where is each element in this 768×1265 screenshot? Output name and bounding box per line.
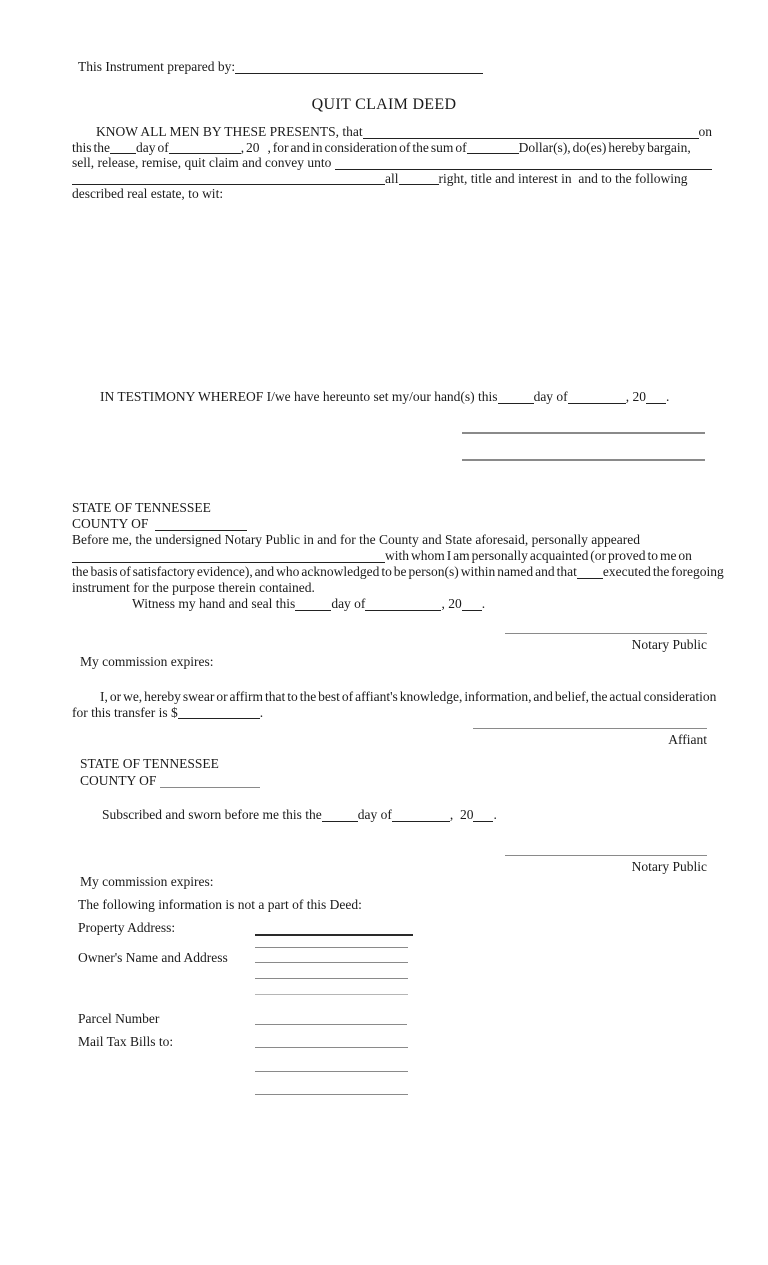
- form-line: [72, 564, 724, 580]
- text-run: day of: [357, 807, 392, 822]
- form-line: [72, 140, 712, 156]
- text-run: right, title and interest in and to the following: [438, 170, 688, 186]
- text-run: executed the foregoing: [602, 564, 724, 579]
- form-line: [72, 807, 712, 823]
- form-line: [72, 124, 712, 140]
- mail-tax-line-2[interactable]: [255, 1071, 408, 1072]
- text-run: .: [481, 596, 486, 611]
- form-line: [72, 548, 712, 564]
- form-line: [72, 389, 712, 405]
- form-line: [72, 580, 712, 596]
- owner-address-line-1[interactable]: [255, 947, 408, 948]
- blank-fill-line[interactable]: [577, 577, 603, 579]
- text-run: Witness my hand and seal this: [132, 596, 296, 611]
- form-line: [72, 705, 712, 721]
- text-run: .: [493, 807, 497, 822]
- document-title: QUIT CLAIM DEED: [311, 96, 457, 113]
- text-run: .: [665, 389, 670, 404]
- text-run: I, or we, hereby swear or affirm that to the best of affiant's knowledge, information, and belief, the actual consideration: [100, 689, 717, 704]
- blank-fill-line[interactable]: [498, 402, 534, 404]
- text-run: Before me, the undersigned Notary Public in and for the County and State aforesaid, personally appeared: [72, 532, 640, 547]
- text-run: all: [385, 170, 399, 186]
- text-run: COUNTY OF: [72, 516, 156, 531]
- blank-fill-line[interactable]: [72, 183, 385, 185]
- form-line: [72, 186, 712, 202]
- text-run: , 20: [449, 807, 474, 822]
- notary-signature-line-2[interactable]: [505, 855, 707, 856]
- blank-fill-line[interactable]: [646, 402, 666, 404]
- blank-fill-line[interactable]: [462, 609, 482, 611]
- text-run: sell, release, remise, quit claim and convey unto: [72, 155, 335, 170]
- form-line: [80, 772, 480, 789]
- text-run: described real estate, to wit:: [72, 186, 224, 201]
- blank-fill-line[interactable]: [169, 152, 241, 154]
- text-run: KNOW ALL MEN BY THESE PRESENTS, that: [96, 124, 363, 139]
- opening-paragraph: [72, 124, 712, 202]
- text-run: on: [698, 124, 712, 139]
- owner-address-line-4[interactable]: [255, 994, 408, 995]
- text-run: the basis of satisfactory evidence), and who acknowledged to be person(s) within named and that: [72, 564, 577, 579]
- notary-acknowledgment-block: [72, 500, 724, 612]
- text-run: day of: [135, 139, 169, 155]
- affiant-signature-line[interactable]: [473, 728, 707, 729]
- blank-fill-line[interactable]: [322, 820, 358, 822]
- blank-fill-line[interactable]: [72, 561, 385, 563]
- commission-expires-label-1: My commission expires:: [80, 654, 214, 669]
- blank-fill-line[interactable]: [160, 786, 260, 788]
- prepared-by-label: This Instrument prepared by:: [78, 59, 236, 74]
- owner-name-address-label: Owner's Name and Address: [78, 950, 228, 965]
- parcel-number-label: Parcel Number: [78, 1011, 160, 1026]
- text-run: day of: [331, 596, 366, 611]
- notary-signature-line-1[interactable]: [505, 633, 707, 634]
- notary-public-label-1: Notary Public: [631, 637, 707, 652]
- grantor-signature-line-2[interactable]: [462, 459, 705, 461]
- mail-tax-bills-label: Mail Tax Bills to:: [78, 1034, 174, 1049]
- owner-address-line-3[interactable]: [255, 978, 408, 979]
- text-run: this the: [72, 139, 110, 155]
- affiant-oath-paragraph: [72, 689, 717, 720]
- affiant-label: Affiant: [668, 732, 707, 747]
- owner-address-line-2[interactable]: [255, 962, 408, 963]
- form-line: [72, 689, 717, 705]
- text-run: day of: [533, 389, 568, 404]
- form-line: [72, 596, 712, 612]
- property-address-line[interactable]: [255, 934, 413, 936]
- text-run: with whom I am personally acquainted (or proved to me on: [385, 548, 692, 563]
- blank-fill-line[interactable]: [399, 183, 439, 185]
- text-run: COUNTY OF: [80, 773, 160, 788]
- form-line: [72, 516, 712, 532]
- blank-fill-line[interactable]: [110, 152, 136, 154]
- blank-fill-line[interactable]: [568, 402, 626, 404]
- form-line: [72, 155, 712, 171]
- mail-tax-line-3[interactable]: [255, 1094, 408, 1095]
- property-address-label: Property Address:: [78, 920, 176, 935]
- text-run: IN TESTIMONY WHEREOF I/we have hereunto set my/our hand(s) this: [100, 389, 498, 404]
- parcel-number-line[interactable]: [255, 1024, 407, 1025]
- blank-fill-line[interactable]: [155, 529, 247, 531]
- form-line: [80, 755, 480, 772]
- mail-tax-line-1[interactable]: [255, 1047, 408, 1048]
- blank-fill-line[interactable]: [295, 609, 331, 611]
- text-run: instrument for the purpose therein contained.: [72, 580, 315, 595]
- text-run: Subscribed and sworn before me this the: [102, 807, 322, 822]
- blank-fill-line[interactable]: [178, 717, 260, 719]
- commission-expires-label-2: My commission expires:: [80, 874, 214, 889]
- text-run: for this transfer is $: [72, 704, 178, 720]
- form-line: [72, 171, 712, 187]
- blank-fill-line[interactable]: [365, 609, 441, 611]
- blank-fill-line[interactable]: [363, 137, 699, 139]
- grantor-signature-line-1[interactable]: [462, 432, 705, 434]
- form-line: [72, 500, 712, 516]
- blank-fill-line[interactable]: [335, 168, 712, 170]
- testimony-paragraph: [72, 389, 712, 405]
- text-run: STATE OF TENNESSEE: [72, 500, 211, 515]
- text-run: , 20: [625, 389, 646, 404]
- subscribed-sworn-paragraph: [72, 807, 712, 823]
- prepared-by-blank[interactable]: [235, 72, 483, 74]
- prepared-by-row: [78, 59, 478, 75]
- text-run: , 20: [441, 596, 462, 611]
- not-part-of-deed-note: The following information is not a part of this Deed:: [78, 897, 362, 912]
- notary-public-label-2: Notary Public: [631, 859, 707, 874]
- blank-fill-line[interactable]: [467, 152, 519, 154]
- blank-fill-line[interactable]: [392, 820, 450, 822]
- text-run: Dollar(s), do(es) hereby bargain,: [518, 139, 691, 155]
- text-run: STATE OF TENNESSEE: [80, 756, 219, 771]
- form-line: [72, 532, 712, 548]
- text-run: , 20 , for and in consideration of the sum of: [240, 139, 467, 155]
- text-run: .: [259, 704, 264, 720]
- state-county-block-2: [80, 755, 480, 789]
- blank-fill-line[interactable]: [473, 820, 493, 822]
